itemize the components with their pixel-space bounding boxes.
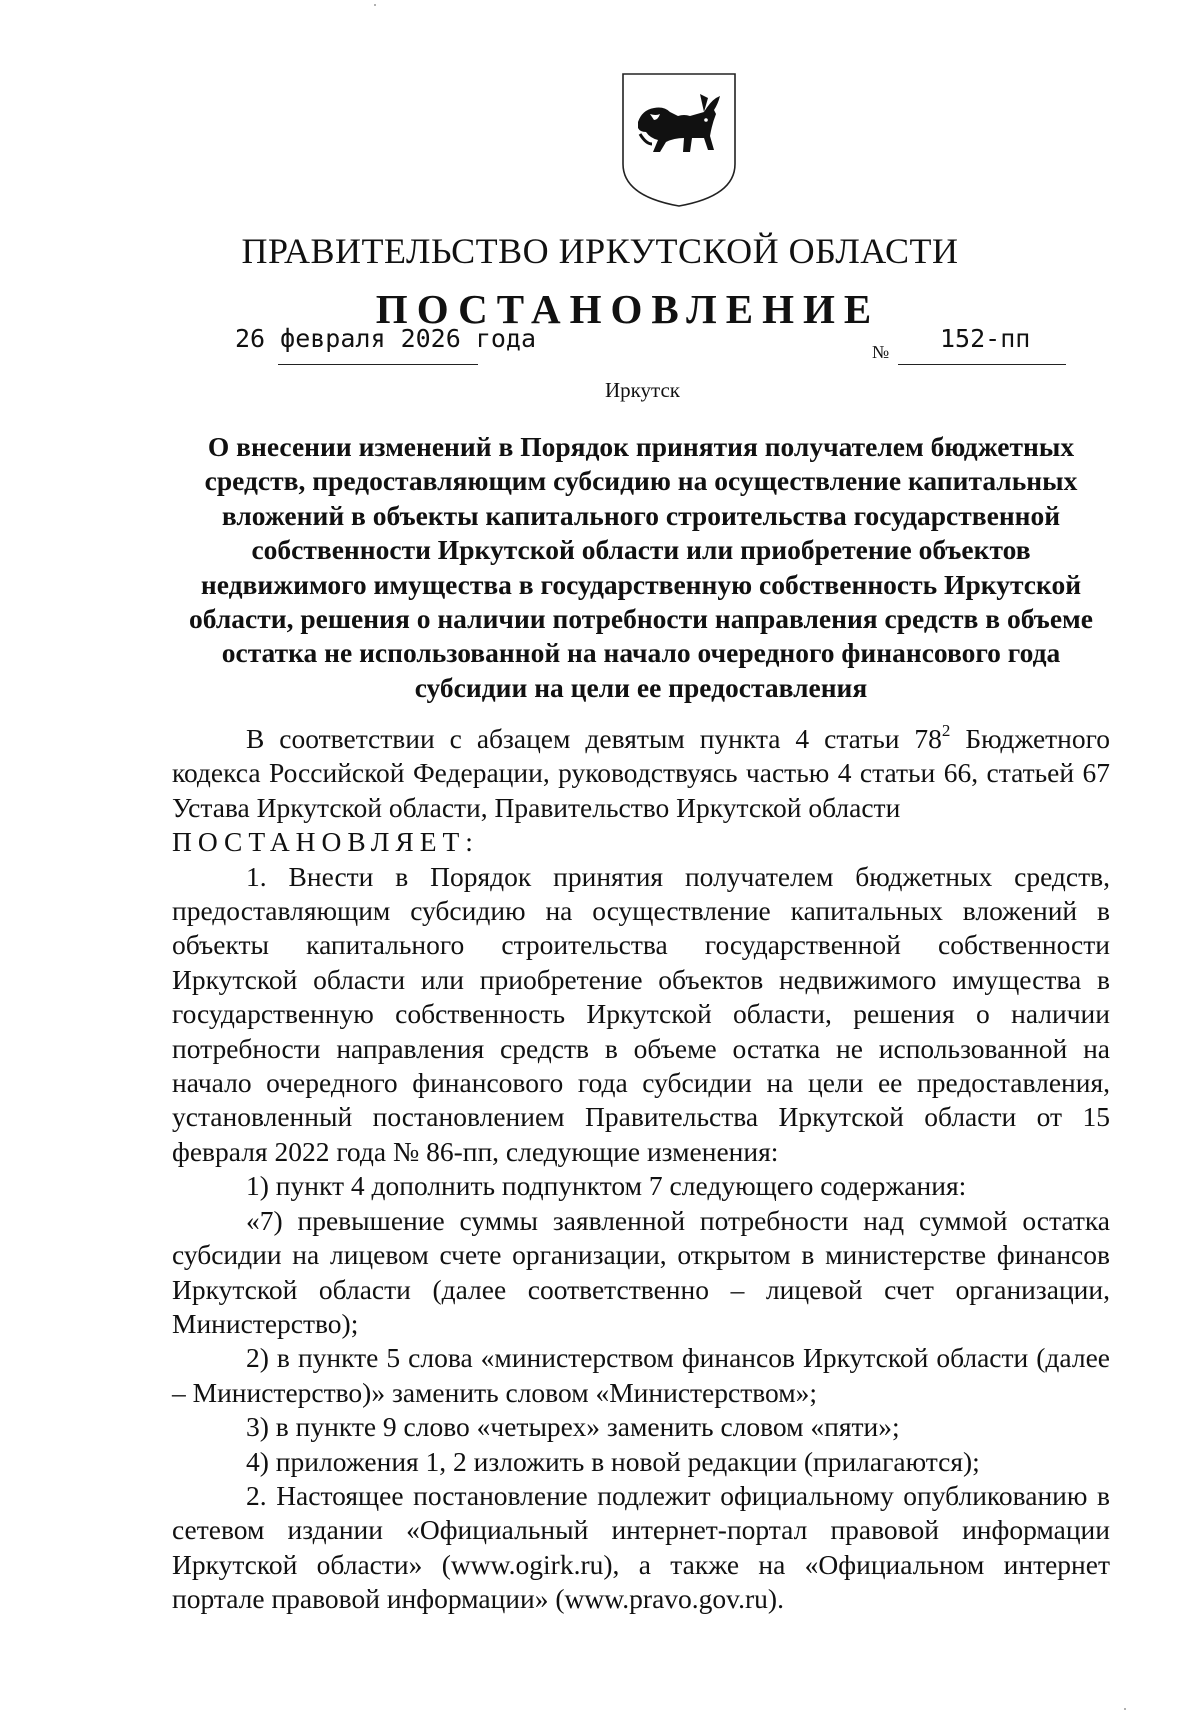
coat-of-arms-icon — [620, 72, 738, 208]
preamble-paragraph — [172, 722, 1110, 825]
document-number: 152-пп — [940, 324, 1031, 353]
item-2-paragraph: 2. Настоящее постановление подлежит официальному опубликованию в сетевом издании «Официальный интернет-портал правовой информации Иркутской области» (www.ogirk.ru), а также на «Официальном интернет портале правовой информации» (www.pravo.gov.ru). — [172, 1479, 1110, 1615]
item-1-2-paragraph: 2) в пункте 5 слова «министерством финансов Иркутской области (далее – Министерство)» заменить словом «Министерством»; — [172, 1342, 1110, 1408]
item-1-1-paragraph: 1) пункт 4 дополнить подпунктом 7 следующего содержания: — [246, 1170, 967, 1202]
scan-speck — [1124, 1708, 1126, 1710]
date-underline — [278, 364, 478, 365]
document-body — [172, 722, 1110, 1617]
document-subject: О внесении изменений в Порядок принятия получателем бюджетных средств, предоставляющим субсидию на осуществление капитальных вложений в объекты капитального строительства государственной собственности Иркутской области или приобретение объектов недвижимого имущества в государственную собственность Иркутской области, решения о наличии потребности направления средств в объеме остатка не использованной на начало очередного финансового года субсидии на цели ее предоставления — [189, 431, 1093, 703]
document-date: 26 февраля 2026 года — [235, 324, 537, 353]
number-label: № — [872, 342, 890, 362]
preamble-end: Бюджетного кодекса Российской Федерации, руководствуясь частью 4 статьи 66, статьей 67 Устава Иркутской области, Правительство Иркутской области — [172, 723, 1110, 823]
city-name: Иркутск — [604, 378, 681, 402]
item-1-paragraph: 1. Внести в Порядок принятия получателем бюджетных средств, предоставляющим субсидию на осуществление капитальных вложений в объекты капитального строительства государственной собственности Иркутской области или приобретение объектов недвижимого имущества в государственную собственность Иркутской области, решения о наличии потребности направления средств в объеме остатка не использованной на начало очередного финансового года субсидии на цели ее предоставления, установленный постановлением Правительства Иркутской области от 15 февраля 2022 года № 86-пп, следующие изменения: — [172, 860, 1110, 1167]
document-kind-title: ПОСТАНОВЛЕНИЕ — [375, 286, 881, 332]
article-superscript: 2 — [941, 720, 951, 740]
preamble-start: В соответствии с абзацем девятым пункта 4 статьи 78 — [246, 723, 942, 754]
number-underline — [898, 364, 1066, 365]
item-1-1-text-paragraph: «7) превышение суммы заявленной потребности над суммой остатка субсидии на лицевом счете организации, открытом в министерстве финансов Иркутской области (далее соответственно – лицевой счет организации, Министерство); — [172, 1204, 1110, 1339]
scan-speck — [374, 4, 376, 6]
decree-word: ПОСТАНОВЛЯЕТ: — [172, 826, 479, 858]
government-title: ПРАВИТЕЛЬСТВО ИРКУТСКОЙ ОБЛАСТИ — [241, 231, 959, 271]
item-1-3-paragraph: 3) в пункте 9 слово «четырех» заменить словом «пяти»; — [246, 1411, 900, 1443]
item-1-4-paragraph: 4) приложения 1, 2 изложить в новой редакции (прилагаются); — [246, 1445, 980, 1477]
